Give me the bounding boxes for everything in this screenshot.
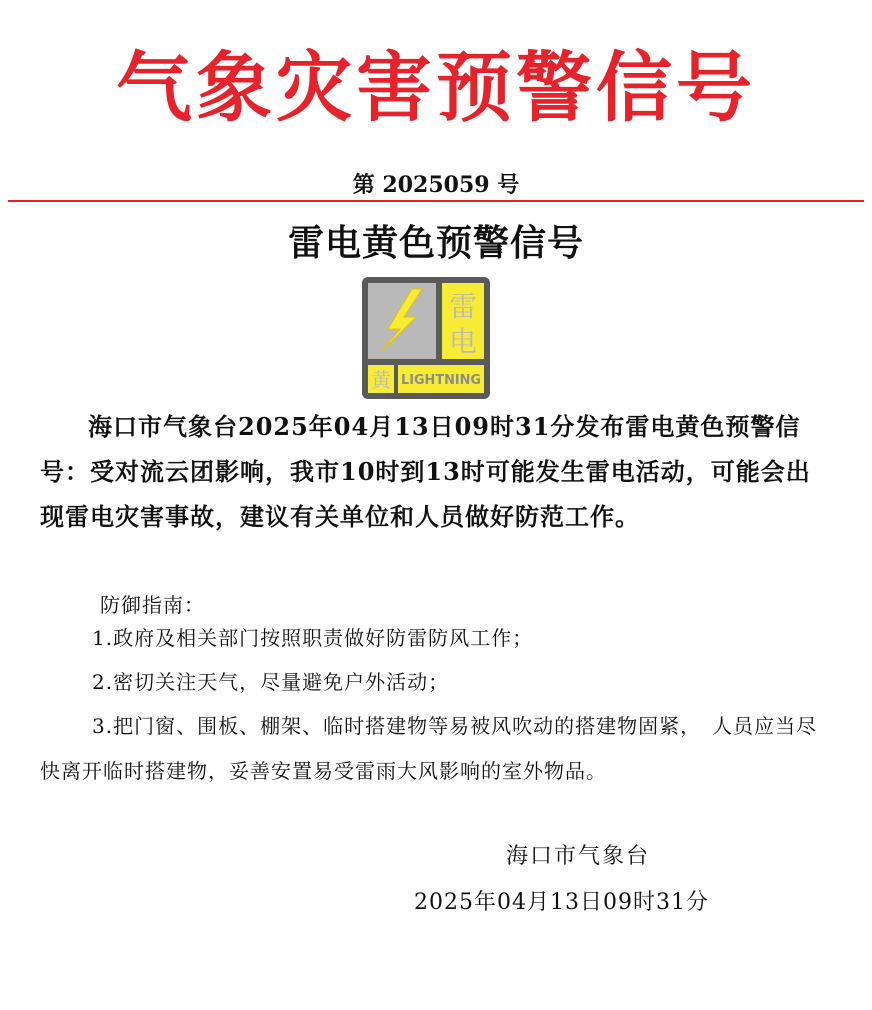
signal-char-1: 雷 <box>448 290 478 323</box>
document-number: 第 2025059 号 <box>352 172 520 198</box>
header-divider <box>8 200 864 202</box>
document-headline: 气象灾害预警信号 <box>116 43 756 132</box>
signature-date: 2025年04月13日09时31分 <box>414 890 709 915</box>
signal-icon-label: LIGHTNING <box>401 373 481 388</box>
warning-body: 海口市气象台2025年04月13日09时31分发布雷电黄色预警信号：受对流云团影响，我市10时到13时可能发生雷电活动，可能会出现雷电灾害事故，建议有关单位和人员做好防范工作。 <box>40 412 811 531</box>
lightning-yellow-warning-icon <box>362 277 490 399</box>
signal-level-char: 黄 <box>371 368 391 392</box>
signal-char-2: 电 <box>448 325 478 358</box>
signal-title: 雷电黄色预警信号 <box>287 223 584 264</box>
signature-organization: 海口市气象台 <box>506 844 651 869</box>
defense-guide-item-1: 1.政府及相关部门按照职责做好防雷防风工作； <box>92 626 534 650</box>
defense-guide-item-3: 3.把门窗、围板、棚架、临时搭建物等易被风吹动的搭建物固紧， 人员应当尽快离开临时搭建物，妥善安置易受雷雨大风影响的室外物品。 <box>40 714 818 783</box>
defense-guide-heading: 防御指南： <box>100 593 205 617</box>
defense-guide-item-2: 2.密切关注天气，尽量避免户外活动； <box>92 670 450 694</box>
